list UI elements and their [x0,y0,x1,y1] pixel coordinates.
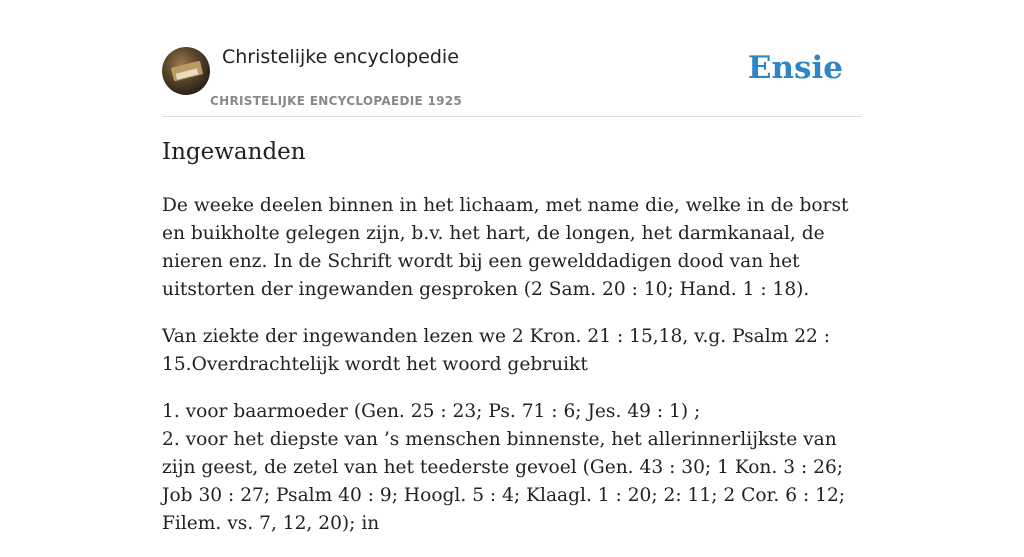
page-title: Ingewanden [162,139,306,165]
site-subtitle[interactable]: CHRISTELIJKE ENCYCLOPAEDIE 1925 [210,94,463,108]
paragraph: Van ziekte der ingewanden lezen we 2 Kron. 21 : 15,18, v.g. Psalm 22 : 15.Overdrachtelijk wordt het woord gebruikt [162,326,831,375]
site-title[interactable]: Christelijke encyclopedie [222,46,459,68]
list-item: 1. voor baarmoeder (Gen. 25 : 23; Ps. 71 : 6; Jes. 49 : 1) ; [162,401,701,422]
list-item: 2. voor het diepste van ’s menschen binnenste, het allerinnerlijkste van zijn geest, de zetel van het teederste gevoel (Gen. 43 : 30; 1 Kon. 3 : 26; Job 30 : 27; Psalm 40 : 9; Hoogl. 5 : 4; Klaagl. 1 : 20; 2: 11; 2 Cor. 6 : 12; Filem. vs. 7, 12, 20); in [162,429,846,534]
numbered-list [162,398,864,538]
avatar[interactable] [162,47,210,95]
site-header [162,44,862,117]
article-body [162,192,864,557]
paragraph: De weeke deelen binnen in het lichaam, met name die, welke in de borst en buikholte gelegen zijn, b.v. het hart, de longen, het darmkanaal, de nieren enz. In de Schrift wordt bij een gewelddadigen dood van het uitstorten der ingewanden gesproken (2 Sam. 20 : 10; Hand. 1 : 18). [162,195,849,300]
brand-logo[interactable]: Ensie [747,50,843,86]
